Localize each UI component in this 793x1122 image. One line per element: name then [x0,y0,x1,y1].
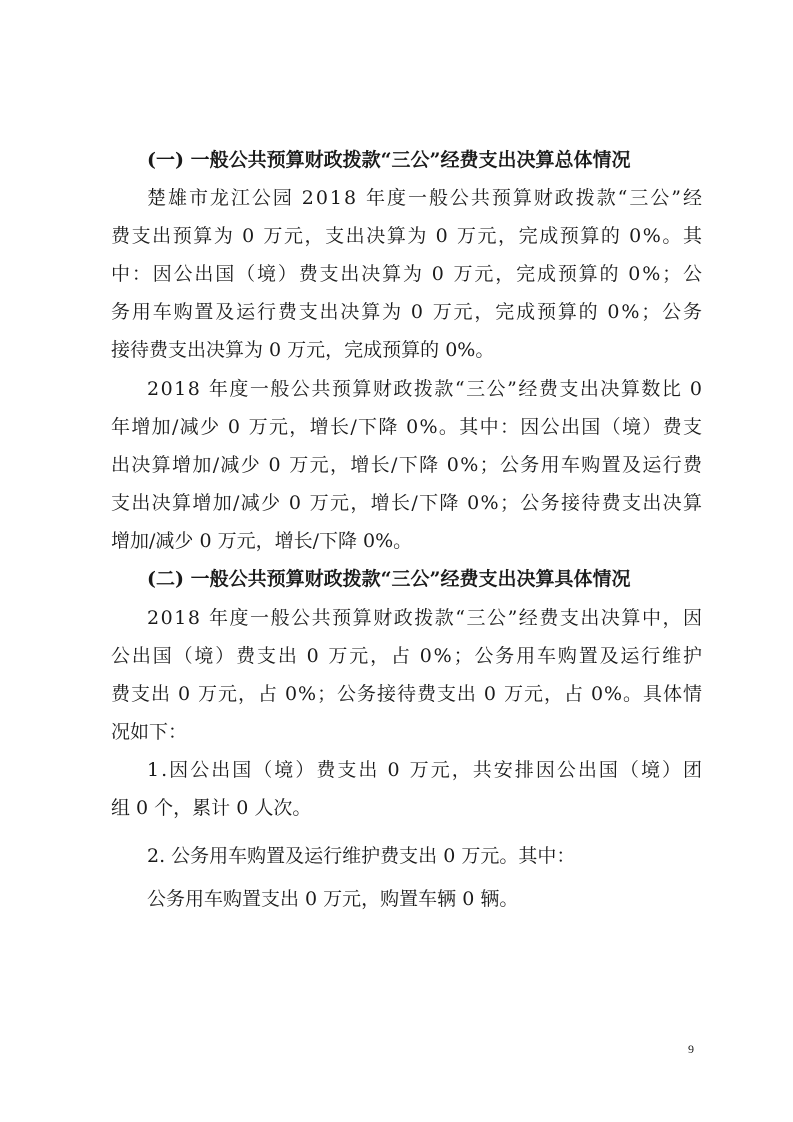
list-item-1-line: 1.因公出国（境）费支出 0 万元，共安排因公出国（境）团 [147,759,705,781]
paragraph-line: 费支出预算为 0 万元，支出决算为 0 万元，完成预算的 0%。其 [111,225,704,247]
paragraph-line: 况如下： [111,721,188,743]
list-item-2-sub: 公务用车购置支出 0 万元，购置车辆 0 辆。 [147,888,519,910]
section-2-heading: (二) 一般公共预算财政拨款“三公”经费支出决算具体情况 [147,568,631,590]
paragraph-line: 2018 年度一般公共预算财政拨款“三公”经费支出决算数比 0 [147,378,704,400]
paragraph-line: 增加/减少 0 万元，增长/下降 0%。 [111,530,413,552]
paragraph-line: 年增加/减少 0 万元，增长/下降 0%。其中：因公出国（境）费支 [111,416,704,438]
paragraph-line: 接待费支出决算为 0 万元，完成预算的 0%。 [111,339,495,361]
paragraph-line: 支出决算增加/减少 0 万元，增长/下降 0%；公务接待费支出决算 [111,492,704,514]
paragraph-line: 中：因公出国（境）费支出决算为 0 万元，完成预算的 0%；公 [111,263,704,285]
paragraph-line: 出决算增加/减少 0 万元，增长/下降 0%；公务用车购置及运行费 [111,454,704,476]
page-number: 9 [688,1042,694,1056]
section-1-heading: (一) 一般公共预算财政拨款“三公”经费支出决算总体情况 [147,149,631,171]
paragraph-line: 公出国（境）费支出 0 万元，占 0%；公务用车购置及运行维护 [111,645,704,667]
paragraph-line: 楚雄市龙江公园 2018 年度一般公共预算财政拨款“三公”经 [147,187,704,209]
paragraph-line: 2018 年度一般公共预算财政拨款“三公”经费支出决算中，因 [147,607,704,629]
list-item-2: 2. 公务用车购置及运行维护费支出 0 万元。其中： [147,845,576,867]
paragraph-line: 务用车购置及运行费支出决算为 0 万元，完成预算的 0%；公务 [111,301,704,323]
list-item-1-line: 组 0 个，累计 0 人次。 [111,797,312,819]
paragraph-line: 费支出 0 万元，占 0%；公务接待费支出 0 万元，占 0%。具体情 [111,683,703,705]
